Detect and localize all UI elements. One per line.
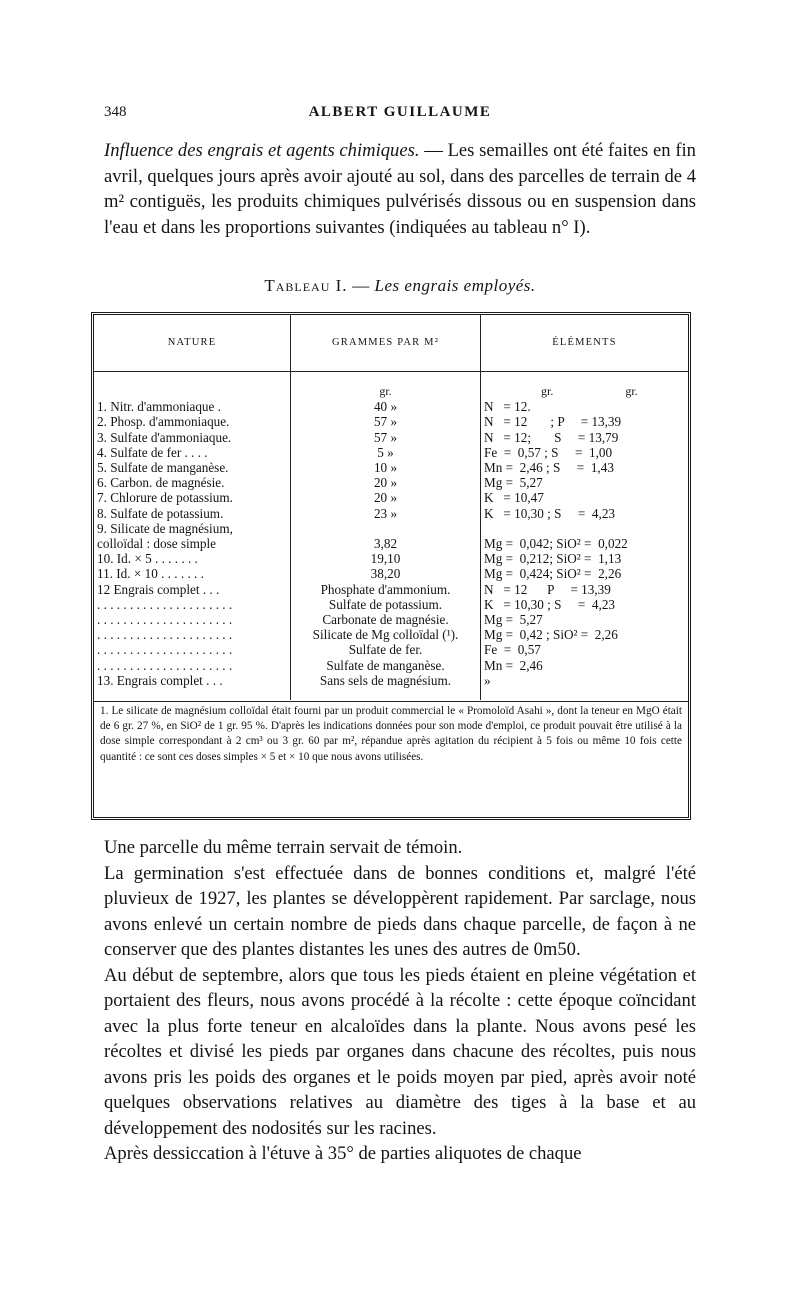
caption-label: Tableau I. xyxy=(264,276,348,295)
caption-dash: — xyxy=(347,276,375,295)
unit-grams: gr. xyxy=(291,384,481,399)
cell-nature: 2. Phosp. d'ammoniaque. xyxy=(94,414,291,429)
body-paragraph-3: Au début de septembre, alors que tous les pieds étaient en pleine végétation et portaient des fleurs, nous avons procédé à la récolte : cette époque coïncidant avec la plus forte teneur en alcaloïdes dans la plante. Nous avons pesé les récoltes et divisé les pieds par organes dans chacune des récoltes, puis nous avons pris les poids des organes et le poids moyen par pied, après avoir noté quelques observations relatives au diamètre des tiges à la base et au développement des nodosités sur les racines. xyxy=(104,964,696,1139)
table-row xyxy=(94,582,688,597)
table-row xyxy=(94,430,688,445)
footnote-divider xyxy=(94,701,688,702)
cell-grams: 40 » xyxy=(291,399,481,414)
cell-grams: Sans sels de magnésium. xyxy=(291,673,481,688)
table-row xyxy=(94,490,688,505)
cell-grams: Carbonate de magnésie. xyxy=(291,612,481,627)
cell-elements: Mn = 2,46 xyxy=(484,657,543,673)
cell-grams: 57 » xyxy=(291,430,481,445)
cell-nature: . . . . . . . . . . . . . . . . . . . . . xyxy=(94,627,291,642)
cell-nature: 9. Silicate de magnésium, xyxy=(94,521,291,536)
running-head xyxy=(104,104,696,128)
cell-nature: 11. Id. × 10 . . . . . . . xyxy=(94,566,291,581)
table-row xyxy=(94,506,688,521)
cell-nature: . . . . . . . . . . . . . . . . . . . . . xyxy=(94,658,291,673)
table-grid xyxy=(94,315,688,700)
cell-elements: Fe = 0,57 ; S = 1,00 xyxy=(484,444,613,460)
cell-grams: 19,10 xyxy=(291,551,481,566)
cell-nature: . . . . . . . . . . . . . . . . . . . . . xyxy=(94,612,291,627)
cell-elements: Mg = 0,424; SiO² = 2,26 xyxy=(484,566,622,582)
table-row xyxy=(94,551,688,566)
body-paragraph-2: La germination s'est effectuée dans de bonnes conditions et, malgré l'été pluvieux de 1927, les plantes se développèrent rapidement. Par sarclage, nous avons enlevé un certain nombre de pieds dans chaque parcelle, de façon à ne conserver que des plantes distantes les unes des autres de 0m50. xyxy=(104,862,696,960)
cell-elements: Mg = 5,27 xyxy=(484,612,543,628)
body-paragraph-4: Après dessiccation à l'étuve à 35° de parties aliquotes de chaque xyxy=(104,1143,582,1164)
body-text xyxy=(104,835,696,1167)
cell-elements: N = 12 P = 13,39 xyxy=(484,581,611,597)
page-number: 348 xyxy=(104,104,127,120)
cell-nature: 7. Chlorure de potassium. xyxy=(94,490,291,505)
table-row xyxy=(94,566,688,581)
cell-nature: colloïdal : dose simple xyxy=(94,536,291,551)
table-row xyxy=(94,597,688,612)
cell-nature: 13. Engrais complet . . . xyxy=(94,673,291,688)
cell-elements: K = 10,30 ; S = 4,23 xyxy=(484,505,616,521)
table-row xyxy=(94,612,688,627)
cell-grams: Sulfate de manganèse. xyxy=(291,658,481,673)
cell-elements: N = 12; S = 13,79 xyxy=(484,429,619,445)
cell-nature: 3. Sulfate d'ammoniaque. xyxy=(94,430,291,445)
cell-nature: 10. Id. × 5 . . . . . . . xyxy=(94,551,291,566)
table-row xyxy=(94,399,688,414)
cell-nature: 8. Sulfate de potassium. xyxy=(94,506,291,521)
cell-grams: 10 » xyxy=(291,460,481,475)
table-caption xyxy=(104,276,696,296)
caption-title: Les engrais employés. xyxy=(374,276,536,295)
cell-elements: N = 12. xyxy=(484,399,531,415)
cell-nature: . . . . . . . . . . . . . . . . . . . . . xyxy=(94,597,291,612)
cell-grams: Phosphate d'ammonium. xyxy=(291,582,481,597)
cell-grams: 57 » xyxy=(291,414,481,429)
table-row xyxy=(94,521,688,536)
cell-nature: 1. Nitr. d'ammoniaque . xyxy=(94,399,291,414)
cell-grams: 38,20 xyxy=(291,566,481,581)
cell-elements xyxy=(481,521,689,536)
cell-grams: Sulfate de fer. xyxy=(291,642,481,657)
unit-elements: gr. gr. xyxy=(541,384,638,398)
intro-italic-lead: Influence des engrais et agents chimiques. xyxy=(104,140,420,161)
header-title: ALBERT GUILLAUME xyxy=(308,104,492,120)
table-row xyxy=(94,642,688,657)
table-row xyxy=(94,627,688,642)
fertilizer-table xyxy=(91,312,691,820)
table-footnote: 1. Le silicate de magnésium colloïdal était fourni par un produit commercial le « Promoloïd Asahi », dont la teneur en MgO était de 6 gr. 27 %, en SiO² de 1 gr. 95 %. D'après les indications données pour son mode d'emploi, ce produit pouvait être utilisé à la dose simple correspondant à 2 cm³ ou 3 gr. 60 par m², répandue après agitation du récipient à 5 fois ou même 10 fois cette quantité : ce sont ces doses simples × 5 et × 10 que nous avons utilisées. xyxy=(100,705,682,763)
table-header-row xyxy=(94,315,688,372)
cell-elements: Mg = 5,27 xyxy=(484,475,543,491)
cell-grams: 3,82 xyxy=(291,536,481,551)
header-grams: GRAMMES PAR M² xyxy=(291,315,481,372)
cell-elements: N = 12 ; P = 13,39 xyxy=(484,414,622,430)
cell-nature: 12 Engrais complet . . . xyxy=(94,582,291,597)
cell-elements: » xyxy=(484,672,491,688)
body-paragraph-1: Une parcelle du même terrain servait de témoin. xyxy=(104,837,463,858)
cell-nature: 6. Carbon. de magnésie. xyxy=(94,475,291,490)
table-row xyxy=(94,475,688,490)
cell-nature: . . . . . . . . . . . . . . . . . . . . . xyxy=(94,642,291,657)
cell-grams: 5 » xyxy=(291,445,481,460)
unit-row xyxy=(94,384,688,399)
cell-grams: Silicate de Mg colloïdal (¹). xyxy=(291,627,481,642)
table-row xyxy=(94,536,688,551)
cell-elements: K = 10,47 xyxy=(484,490,544,506)
spacer-row xyxy=(94,372,688,385)
table-row xyxy=(94,673,688,688)
cell-elements: Fe = 0,57 xyxy=(484,642,541,658)
header-elements: ÉLÉMENTS xyxy=(481,315,689,372)
cell-grams: Sulfate de potassium. xyxy=(291,597,481,612)
cell-nature: 5. Sulfate de manganèse. xyxy=(94,460,291,475)
cell-grams: 20 » xyxy=(291,475,481,490)
cell-elements: Mn = 2,46 ; S = 1,43 xyxy=(484,460,614,476)
intro-text: — Les semailles ont été faites en fin avril, quelques jours après avoir ajouté au sol, dans des parcelles de terrain de 4 m² contiguës, les produits chimiques pulvérisés dissous ou en suspension dans l'eau et dans les proportions suivantes (indiquées au tableau n° I). xyxy=(104,140,696,238)
cell-elements: Mg = 0,42 ; SiO² = 2,26 xyxy=(484,627,618,643)
table-row xyxy=(94,414,688,429)
table-row xyxy=(94,460,688,475)
spacer-row xyxy=(94,688,688,700)
cell-elements: Mg = 0,212; SiO² = 1,13 xyxy=(484,551,622,567)
cell-elements: Mg = 0,042; SiO² = 0,022 xyxy=(484,536,628,552)
cell-grams xyxy=(291,521,481,536)
cell-grams: 23 » xyxy=(291,506,481,521)
table-row xyxy=(94,445,688,460)
table-row xyxy=(94,658,688,673)
cell-nature: 4. Sulfate de fer . . . . xyxy=(94,445,291,460)
cell-elements: K = 10,30 ; S = 4,23 xyxy=(484,596,616,612)
header-nature: NATURE xyxy=(94,315,291,372)
cell-grams: 20 » xyxy=(291,490,481,505)
intro-paragraph xyxy=(104,138,696,240)
